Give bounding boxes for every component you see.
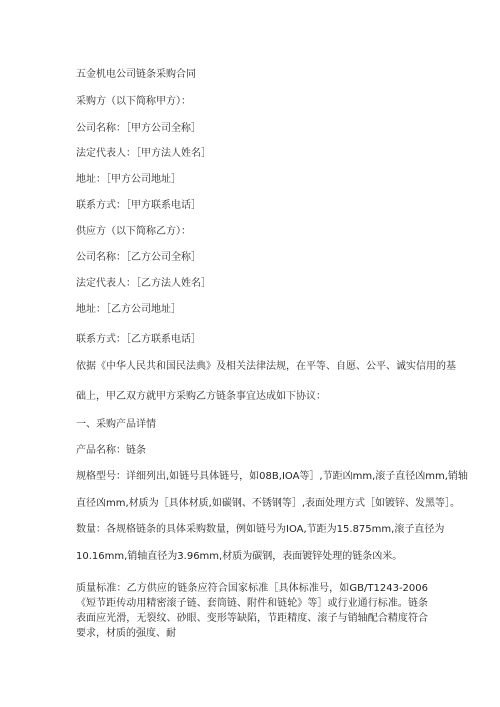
buyer-representative: 法定代表人：［甲方法人姓名］: [76, 148, 211, 159]
product-name: 产品名称：链条: [76, 445, 146, 456]
supplier-address: 地址：［乙方公司地址］: [76, 304, 181, 315]
section-heading-products: 一、采购产品详情: [76, 419, 156, 430]
supplier-contact: 联系方式：［乙方联系电话］: [76, 334, 201, 345]
buyer-contact: 联系方式：［甲方联系电话］: [76, 200, 201, 211]
contract-title: 五金机电公司链条采购合同: [76, 69, 196, 80]
spec-line-2: 直径凶mm,材质为［具体材质,如碳钢、不锈钢等］,表面处理方式［如镀锌、发黑等］。: [76, 498, 461, 509]
buyer-heading: 采购方（以下简称甲方）：: [76, 96, 191, 107]
supplier-company: 公司名称：［乙方公司全称］: [76, 252, 201, 263]
quantity-line-2: 10.16mm,销轴直径为3.96mm,材质为碳钢，表面镀锌处理的链条凶米。: [76, 551, 403, 562]
buyer-address: 地址：［甲方公司地址］: [76, 174, 181, 185]
buyer-company: 公司名称：［甲方公司全称］: [76, 123, 201, 134]
preamble-line-2: 础上，甲乙双方就甲方采购乙方链条事宜达成如下协议：: [76, 391, 326, 402]
supplier-representative: 法定代表人：［乙方法人姓名］: [76, 278, 211, 289]
supplier-heading: 供应方（以下简称乙方）：: [76, 226, 191, 237]
quality-standard-paragraph: 质量标准：乙方供应的链条应符合国家标准［具体标准号，如GB/T1243-2006《短节距传动用精密滚子链、套筒链、附件和链轮》等］或行业通行标准。链条表面应光滑，无裂纹、砂眼、变形等缺陷，节距精度、滚子与销轴配合精度符合要求，材质的强度、耐: [76, 583, 428, 639]
preamble-line-1: 依据《中华人民共和国民法典》及相关法律法规，在平等、自愿、公平、诚实信用的基: [76, 361, 456, 372]
quantity-line-1: 数量：各规格链条的具体采购数量，例如链号为IOA,节距为15.875mm,滚子直径为: [76, 524, 445, 535]
spec-line-1: 规格型号：详细列出,如链号具体链号，如08B,IOA等］,节距凶mm,滚子直径凶mm,销轴: [76, 471, 468, 482]
